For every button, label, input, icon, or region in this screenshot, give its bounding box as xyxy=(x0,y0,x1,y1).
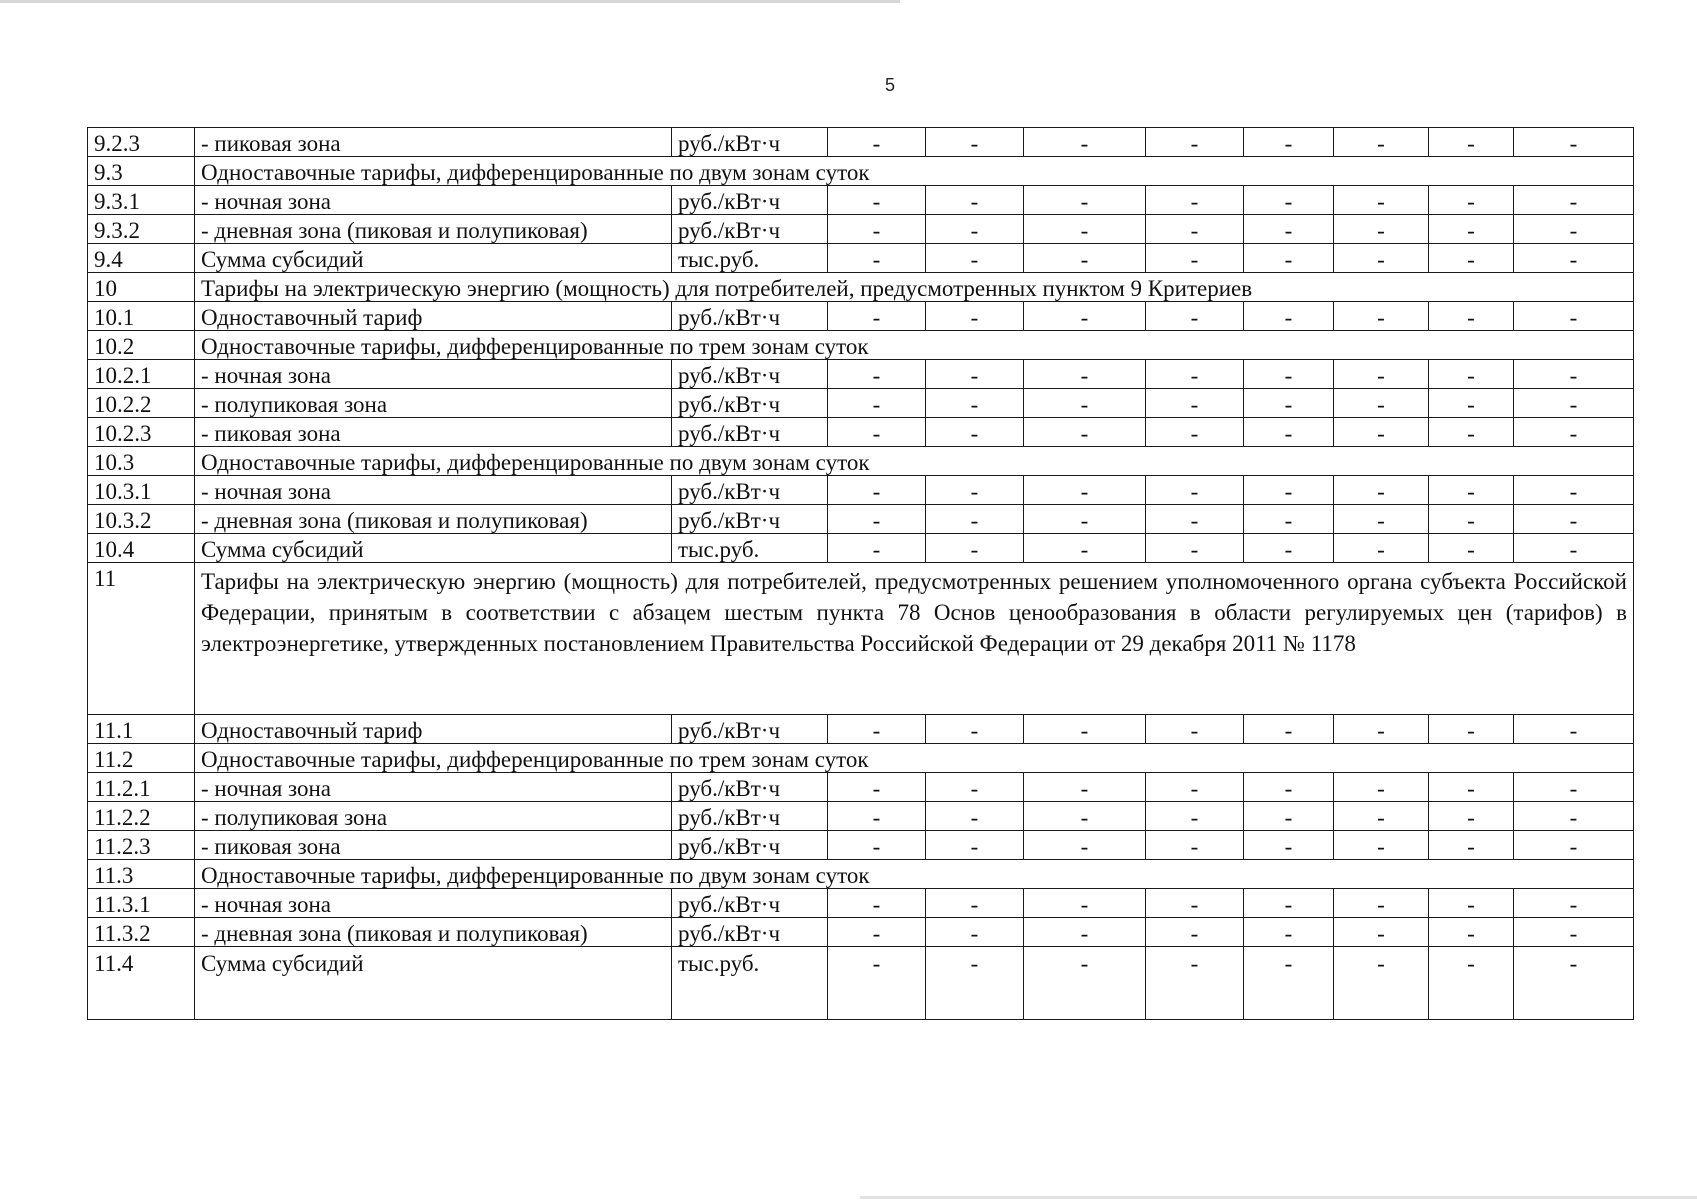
row-unit: руб./кВт·ч xyxy=(672,889,828,918)
row-unit: руб./кВт·ч xyxy=(672,715,828,744)
table-row xyxy=(88,505,1634,534)
value-cell: - xyxy=(1429,215,1514,244)
table-row xyxy=(88,773,1634,802)
row-name: Сумма субсидий xyxy=(195,244,672,273)
table-row xyxy=(88,918,1634,947)
value-cell: - xyxy=(1146,505,1244,534)
value-cell: - xyxy=(1514,215,1634,244)
value-cell: - xyxy=(926,889,1024,918)
row-name: - дневная зона (пиковая и полупиковая) xyxy=(195,215,672,244)
value-cell: - xyxy=(1514,505,1634,534)
value-cell: - xyxy=(1244,918,1334,947)
row-unit: руб./кВт·ч xyxy=(672,418,828,447)
value-cell: - xyxy=(828,302,926,331)
value-cell: - xyxy=(1334,505,1429,534)
row-code: 10.1 xyxy=(88,302,195,331)
row-code: 10.3.1 xyxy=(88,476,195,505)
value-cell: - xyxy=(1146,244,1244,273)
value-cell: - xyxy=(1429,947,1514,1020)
row-code: 11.3 xyxy=(88,860,195,889)
value-cell: - xyxy=(828,831,926,860)
value-cell: - xyxy=(1334,389,1429,418)
value-cell: - xyxy=(1429,418,1514,447)
value-cell: - xyxy=(1244,186,1334,215)
row-name: - пиковая зона xyxy=(195,831,672,860)
value-cell: - xyxy=(1514,889,1634,918)
value-cell: - xyxy=(1244,715,1334,744)
value-cell: - xyxy=(1429,889,1514,918)
row-code: 11.4 xyxy=(88,947,195,1020)
value-cell: - xyxy=(828,889,926,918)
value-cell: - xyxy=(1244,773,1334,802)
value-cell: - xyxy=(1334,360,1429,389)
row-unit: руб./кВт·ч xyxy=(672,302,828,331)
row-unit: руб./кВт·ч xyxy=(672,215,828,244)
row-unit: тыс.руб. xyxy=(672,947,828,1020)
row-name: - полупиковая зона xyxy=(195,802,672,831)
value-cell: - xyxy=(1146,360,1244,389)
value-cell: - xyxy=(1514,831,1634,860)
value-cell: - xyxy=(1244,302,1334,331)
row-code: 11.3.1 xyxy=(88,889,195,918)
value-cell: - xyxy=(828,128,926,157)
value-cell: - xyxy=(1514,802,1634,831)
value-cell: - xyxy=(1146,186,1244,215)
value-cell: - xyxy=(1514,244,1634,273)
value-cell: - xyxy=(828,534,926,563)
row-name: Сумма субсидий xyxy=(195,947,672,1020)
value-cell: - xyxy=(926,418,1024,447)
value-cell: - xyxy=(1429,302,1514,331)
value-cell: - xyxy=(828,476,926,505)
value-cell: - xyxy=(1334,889,1429,918)
value-cell: - xyxy=(1429,831,1514,860)
section-row xyxy=(88,744,1634,773)
table-row xyxy=(88,128,1634,157)
value-cell: - xyxy=(828,773,926,802)
table-row xyxy=(88,947,1634,1020)
value-cell: - xyxy=(1146,889,1244,918)
row-name: - ночная зона xyxy=(195,360,672,389)
value-cell: - xyxy=(1334,773,1429,802)
section-row xyxy=(88,273,1634,302)
value-cell: - xyxy=(926,215,1024,244)
value-cell: - xyxy=(1514,476,1634,505)
value-cell: - xyxy=(828,505,926,534)
value-cell: - xyxy=(1334,947,1429,1020)
value-cell: - xyxy=(1334,186,1429,215)
row-name: - ночная зона xyxy=(195,186,672,215)
value-cell: - xyxy=(1146,715,1244,744)
value-cell: - xyxy=(926,715,1024,744)
value-cell: - xyxy=(1146,215,1244,244)
value-cell: - xyxy=(1334,302,1429,331)
value-cell: - xyxy=(1334,534,1429,563)
row-code: 10.2 xyxy=(88,331,195,360)
value-cell: - xyxy=(1244,476,1334,505)
value-cell: - xyxy=(1024,889,1146,918)
value-cell: - xyxy=(926,186,1024,215)
row-name: - ночная зона xyxy=(195,476,672,505)
row-unit: тыс.руб. xyxy=(672,244,828,273)
table-row xyxy=(88,802,1634,831)
value-cell: - xyxy=(1334,831,1429,860)
value-cell: - xyxy=(1334,802,1429,831)
value-cell: - xyxy=(1429,476,1514,505)
value-cell: - xyxy=(926,918,1024,947)
row-unit: тыс.руб. xyxy=(672,534,828,563)
value-cell: - xyxy=(1244,534,1334,563)
value-cell: - xyxy=(926,802,1024,831)
row-code: 9.4 xyxy=(88,244,195,273)
value-cell: - xyxy=(1429,244,1514,273)
row-unit: руб./кВт·ч xyxy=(672,186,828,215)
value-cell: - xyxy=(1024,360,1146,389)
section-row xyxy=(88,563,1634,715)
value-cell: - xyxy=(1429,534,1514,563)
value-cell: - xyxy=(1514,947,1634,1020)
section-row xyxy=(88,447,1634,476)
value-cell: - xyxy=(1429,802,1514,831)
value-cell: - xyxy=(1024,302,1146,331)
table-row xyxy=(88,534,1634,563)
table-row xyxy=(88,831,1634,860)
row-code: 11.3.2 xyxy=(88,918,195,947)
value-cell: - xyxy=(1024,505,1146,534)
value-cell: - xyxy=(926,831,1024,860)
value-cell: - xyxy=(1244,128,1334,157)
value-cell: - xyxy=(1429,715,1514,744)
row-name: - ночная зона xyxy=(195,773,672,802)
value-cell: - xyxy=(1244,802,1334,831)
row-code: 10.3 xyxy=(88,447,195,476)
scan-edge-bottom xyxy=(860,1196,1697,1199)
row-name: - пиковая зона xyxy=(195,128,672,157)
value-cell: - xyxy=(1429,389,1514,418)
value-cell: - xyxy=(1429,186,1514,215)
row-name: - пиковая зона xyxy=(195,418,672,447)
row-unit: руб./кВт·ч xyxy=(672,802,828,831)
row-name: Одноставочный тариф xyxy=(195,715,672,744)
value-cell: - xyxy=(1244,947,1334,1020)
value-cell: - xyxy=(1514,302,1634,331)
value-cell: - xyxy=(1024,389,1146,418)
table-row xyxy=(88,302,1634,331)
value-cell: - xyxy=(926,128,1024,157)
value-cell: - xyxy=(1429,918,1514,947)
value-cell: - xyxy=(926,389,1024,418)
value-cell: - xyxy=(926,505,1024,534)
value-cell: - xyxy=(1244,244,1334,273)
row-unit: руб./кВт·ч xyxy=(672,476,828,505)
row-code: 9.3.2 xyxy=(88,215,195,244)
section-row xyxy=(88,157,1634,186)
value-cell: - xyxy=(1024,476,1146,505)
value-cell: - xyxy=(1146,128,1244,157)
row-unit: руб./кВт·ч xyxy=(672,773,828,802)
value-cell: - xyxy=(1024,186,1146,215)
value-cell: - xyxy=(828,186,926,215)
row-unit: руб./кВт·ч xyxy=(672,389,828,418)
table-row xyxy=(88,244,1634,273)
table-row xyxy=(88,360,1634,389)
value-cell: - xyxy=(1146,302,1244,331)
value-cell: - xyxy=(926,244,1024,273)
value-cell: - xyxy=(1429,773,1514,802)
value-cell: - xyxy=(1024,773,1146,802)
value-cell: - xyxy=(828,360,926,389)
table-row xyxy=(88,889,1634,918)
table-row xyxy=(88,476,1634,505)
value-cell: - xyxy=(1146,802,1244,831)
row-code: 11.2.2 xyxy=(88,802,195,831)
row-name: - дневная зона (пиковая и полупиковая) xyxy=(195,505,672,534)
value-cell: - xyxy=(828,918,926,947)
row-name: - полупиковая зона xyxy=(195,389,672,418)
row-code: 10.4 xyxy=(88,534,195,563)
value-cell: - xyxy=(1024,215,1146,244)
section-row xyxy=(88,860,1634,889)
value-cell: - xyxy=(1514,128,1634,157)
row-code: 11 xyxy=(88,563,195,715)
value-cell: - xyxy=(1146,831,1244,860)
value-cell: - xyxy=(828,244,926,273)
tariff-table xyxy=(87,127,1634,1020)
value-cell: - xyxy=(1024,534,1146,563)
value-cell: - xyxy=(1514,418,1634,447)
value-cell: - xyxy=(1334,715,1429,744)
section-row xyxy=(88,331,1634,360)
value-cell: - xyxy=(1244,831,1334,860)
value-cell: - xyxy=(1514,773,1634,802)
value-cell: - xyxy=(926,534,1024,563)
value-cell: - xyxy=(1514,715,1634,744)
value-cell: - xyxy=(1146,389,1244,418)
row-name: Одноставочный тариф xyxy=(195,302,672,331)
section-title: Одноставочные тарифы, дифференцированные по трем зонам суток xyxy=(195,744,1634,773)
value-cell: - xyxy=(1024,244,1146,273)
value-cell: - xyxy=(828,715,926,744)
value-cell: - xyxy=(926,773,1024,802)
value-cell: - xyxy=(1024,128,1146,157)
value-cell: - xyxy=(1514,389,1634,418)
value-cell: - xyxy=(1146,418,1244,447)
section-title: Одноставочные тарифы, дифференцированные по двум зонам суток xyxy=(195,860,1634,889)
section-description: Тарифы на электрическую энергию (мощность) для потребителей, предусмотренных решением уполномоченного органа субъекта Российской Федерации, принятым в соответствии с абзацем шестым пункта 78 Основ ценообразования в области регулируемых цен (тарифов) в электроэнергетике, утвержденных постановлением Правительства Российской Федерации от 29 декабря 2011 № 1178 xyxy=(195,563,1634,715)
row-name: Сумма субсидий xyxy=(195,534,672,563)
value-cell: - xyxy=(828,418,926,447)
value-cell: - xyxy=(1334,918,1429,947)
row-unit: руб./кВт·ч xyxy=(672,128,828,157)
section-title: Одноставочные тарифы, дифференцированные по двум зонам суток xyxy=(195,157,1634,186)
value-cell: - xyxy=(926,360,1024,389)
row-code: 10.2.2 xyxy=(88,389,195,418)
value-cell: - xyxy=(828,389,926,418)
row-unit: руб./кВт·ч xyxy=(672,831,828,860)
value-cell: - xyxy=(1429,128,1514,157)
page-number: 5 xyxy=(884,75,895,95)
value-cell: - xyxy=(1334,215,1429,244)
row-unit: руб./кВт·ч xyxy=(672,918,828,947)
value-cell: - xyxy=(926,302,1024,331)
value-cell: - xyxy=(1024,418,1146,447)
value-cell: - xyxy=(1334,244,1429,273)
value-cell: - xyxy=(1429,505,1514,534)
value-cell: - xyxy=(926,947,1024,1020)
table-row xyxy=(88,389,1634,418)
row-name: - дневная зона (пиковая и полупиковая) xyxy=(195,918,672,947)
table-row xyxy=(88,215,1634,244)
value-cell: - xyxy=(1429,360,1514,389)
value-cell: - xyxy=(1244,889,1334,918)
row-code: 11.2.1 xyxy=(88,773,195,802)
row-name: - ночная зона xyxy=(195,889,672,918)
section-title: Тарифы на электрическую энергию (мощность) для потребителей, предусмотренных пунктом 9 Критериев xyxy=(195,273,1634,302)
value-cell: - xyxy=(1024,831,1146,860)
row-unit: руб./кВт·ч xyxy=(672,360,828,389)
section-title: Одноставочные тарифы, дифференцированные по трем зонам суток xyxy=(195,331,1634,360)
value-cell: - xyxy=(1514,534,1634,563)
value-cell: - xyxy=(1244,389,1334,418)
value-cell: - xyxy=(1024,802,1146,831)
scan-edge-top xyxy=(0,0,900,3)
row-code: 10.2.1 xyxy=(88,360,195,389)
value-cell: - xyxy=(1514,360,1634,389)
value-cell: - xyxy=(1146,773,1244,802)
row-code: 10.3.2 xyxy=(88,505,195,534)
row-code: 11.1 xyxy=(88,715,195,744)
row-code: 9.3 xyxy=(88,157,195,186)
row-code: 9.3.1 xyxy=(88,186,195,215)
value-cell: - xyxy=(1146,476,1244,505)
value-cell: - xyxy=(926,476,1024,505)
value-cell: - xyxy=(1334,418,1429,447)
row-code: 9.2.3 xyxy=(88,128,195,157)
value-cell: - xyxy=(1514,918,1634,947)
value-cell: - xyxy=(1244,505,1334,534)
value-cell: - xyxy=(1244,215,1334,244)
value-cell: - xyxy=(1244,418,1334,447)
value-cell: - xyxy=(1146,918,1244,947)
table-row xyxy=(88,715,1634,744)
value-cell: - xyxy=(1146,947,1244,1020)
value-cell: - xyxy=(1244,360,1334,389)
value-cell: - xyxy=(1514,186,1634,215)
section-title: Одноставочные тарифы, дифференцированные по двум зонам суток xyxy=(195,447,1634,476)
row-unit: руб./кВт·ч xyxy=(672,505,828,534)
row-code: 10 xyxy=(88,273,195,302)
table-row xyxy=(88,418,1634,447)
row-code: 10.2.3 xyxy=(88,418,195,447)
row-code: 11.2.3 xyxy=(88,831,195,860)
value-cell: - xyxy=(1334,128,1429,157)
row-code: 11.2 xyxy=(88,744,195,773)
value-cell: - xyxy=(1024,715,1146,744)
value-cell: - xyxy=(1024,918,1146,947)
table-row xyxy=(88,186,1634,215)
value-cell: - xyxy=(1024,947,1146,1020)
value-cell: - xyxy=(1146,534,1244,563)
value-cell: - xyxy=(828,947,926,1020)
value-cell: - xyxy=(1334,476,1429,505)
value-cell: - xyxy=(828,802,926,831)
value-cell: - xyxy=(828,215,926,244)
